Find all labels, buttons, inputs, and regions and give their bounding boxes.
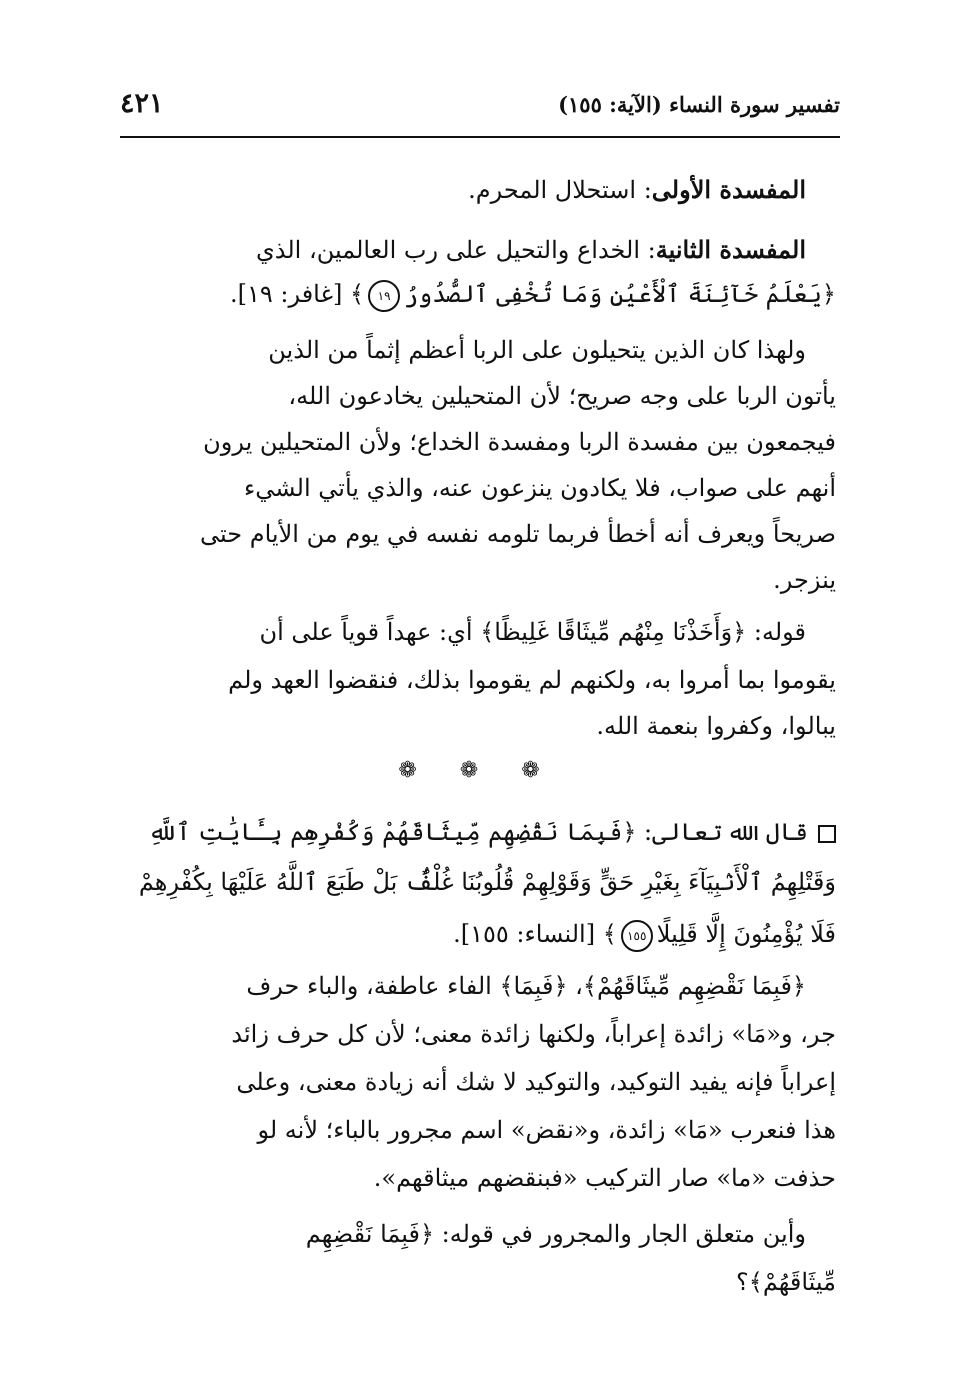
page-number: ٤٢١ [120, 88, 164, 119]
square-bullet-icon [818, 825, 836, 843]
paragraph-line: أنهم على صواب، فلا يكادون ينزعون عنه، والذي يأتي الشيء [243, 474, 836, 502]
paragraph-line: يأتون الربا على وجه صريح؛ لأن المتحيلين يخادعون الله، [288, 382, 836, 410]
quran-verse-line: فَلَا يُؤْمِنُونَ إِلَّا قَلِيلًا١٥٥﴾ [النساء: ١٥٥]. [116, 914, 836, 954]
page-header [120, 88, 840, 132]
paragraph-line: قوله: ﴿وَأَخَذْنَا مِنْهُم مِّيثَاقًا غَلِيظًا﴾ أي: عهداً قوياً على أن [259, 618, 806, 646]
paragraph-line: وأين متعلق الجار والمجرور في قوله: ﴿فَبِمَا نَقْضِهِم [305, 1220, 806, 1248]
quran-verse-line: وَقَتْلِهِمُ ٱلْأَنۢبِيَآءَ بِغَيْرِ حَقٍّ وَقَوْلِهِمْ قُلُوبُنَا غُلْفٌۢ بَلْ طَبَعَ ٱللَّهُ عَلَيْهَا بِكُفْرِهِمْ [138, 868, 836, 896]
paragraph-line: ينزجر. [773, 566, 836, 594]
section-separator: ❁ ❁ ❁ [398, 758, 558, 783]
paragraph-line: ولهذا كان الذين يتحيلون على الربا أعظم إثماً من الذين [268, 336, 806, 364]
paragraph-line: يقوموا بما أمروا به، ولكنهم لم يقوموا بذلك، فنقضوا العهد ولم [228, 666, 836, 694]
ayah-number-marker: ١٥٥ [621, 920, 653, 952]
running-title: تفسير سورة النساء (الآية: ١٥٥) [558, 92, 840, 117]
point-label: المفسدة الأولى [651, 175, 806, 204]
paragraph-line: ﴿فَبِمَا نَقْضِهِم مِّيثَاقَهُمْ﴾، ﴿فَبِمَا﴾ الفاء عاطفة، والباء حرف [246, 972, 806, 1000]
paragraph-line: جر، و«مَا» زائدة إعراباً، ولكنها زائدة معنى؛ لأن كل حرف زائد [231, 1020, 836, 1048]
paragraph-line: المفسدة الثانية: الخداع والتحيل على رب العالمين، الذي [255, 235, 806, 264]
paragraph-line: هذا فنعرب «مَا» زائدة، و«نقض» اسم مجرور بالباء؛ لأنه لو [257, 1116, 836, 1144]
quran-verse-line: ﴿يَعْلَمُ خَآئِنَةَ ٱلْأَعْيُنِ وَمَا تُخْفِى ٱلصُّدُورُ١٩﴾ [غافر: ١٩]. [116, 274, 836, 314]
paragraph-line: مِّيثَاقَهُمْ﴾؟ [736, 1268, 836, 1296]
ayah-number-marker: ١٩ [368, 280, 400, 312]
paragraph-line: يبالوا، وكفروا بنعمة الله. [596, 712, 836, 740]
paragraph-line: المفسدة الأولى: استحلال المحرم. [468, 175, 806, 204]
point-label: المفسدة الثانية [655, 235, 806, 264]
header-rule [120, 136, 840, 138]
paragraph-line: إعراباً فإنه يفيد التوكيد، والتوكيد لا شك أنه زيادة معنى، وعلى [236, 1068, 836, 1096]
paragraph-line: فيجمعون بين مفسدة الربا ومفسدة الخداع؛ ولأن المتحيلين يرون [203, 428, 836, 456]
paragraph-line: حذفت «ما» صار التركيب «فبنقضهم ميثاقهم». [373, 1164, 836, 1192]
quran-verse-line: قال الله تعالى: ﴿فَبِمَا نَقْضِهِم مِّيثَاقَهُمْ وَكُفْرِهِم بِـَٔايَٰتِ ٱللَّهِ [116, 812, 836, 852]
paragraph-line: صريحاً ويعرف أنه أخطأ فربما تلومه نفسه في يوم من الأيام حتى [200, 520, 836, 548]
